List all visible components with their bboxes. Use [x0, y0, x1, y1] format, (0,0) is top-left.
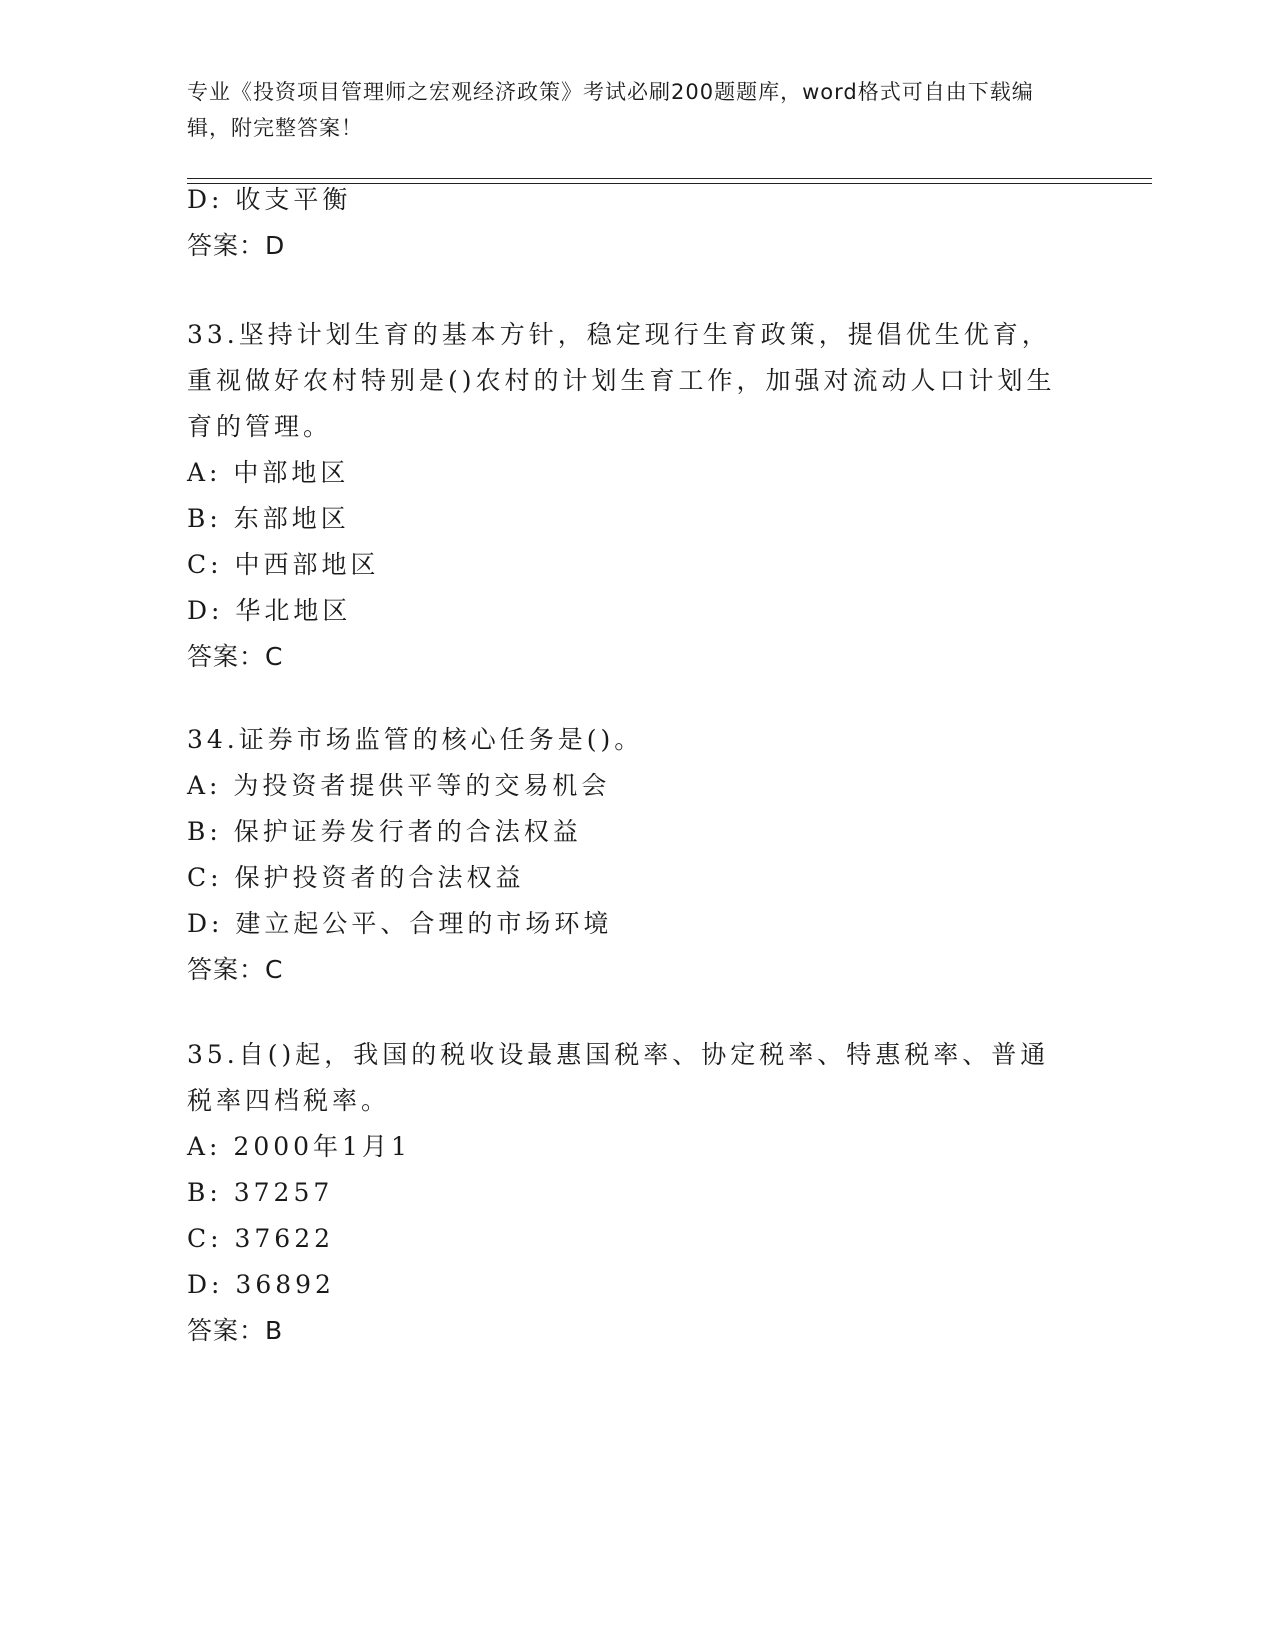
- option-c: C: 中西部地区: [187, 550, 380, 579]
- answer-line: 答案：B: [187, 1316, 284, 1345]
- option-d: D: 建立起公平、合理的市场环境: [187, 909, 613, 938]
- option-b: B: 东部地区: [187, 504, 350, 533]
- option-d: D: 华北地区: [187, 596, 352, 625]
- option-a: A: 2000年1月1: [187, 1132, 411, 1161]
- answer-line: 答案：C: [187, 955, 284, 984]
- option-d: D: 收支平衡: [187, 185, 352, 214]
- question-34: [187, 717, 1087, 993]
- option-a: A: 中部地区: [187, 458, 350, 487]
- answer-line: 答案：C: [187, 642, 284, 671]
- question-33: [187, 312, 1087, 680]
- question-text: 34.证券市场监管的核心任务是()。: [187, 725, 644, 754]
- document-header: 专业《投资项目管理师之宏观经济政策》考试必刷200题题库，word格式可自由下载编辑，附完整答案！: [187, 80, 1034, 140]
- option-b: B: 37257: [187, 1178, 334, 1207]
- answer-line: 答案：D: [187, 231, 286, 260]
- option-c: C: 保护投资者的合法权益: [187, 863, 525, 892]
- previous-question-tail: [187, 177, 1087, 269]
- question-text: 35.自()起，我国的税收设最惠国税率、协定税率、特惠税率、普通税率四档税率。: [187, 1040, 1050, 1115]
- option-b: B: 保护证券发行者的合法权益: [187, 817, 582, 846]
- option-a: A: 为投资者提供平等的交易机会: [187, 771, 611, 800]
- question-35: [187, 1032, 1087, 1354]
- question-text: 33.坚持计划生育的基本方针，稳定现行生育政策，提倡优生优育，重视做好农村特别是()农村的计划生育工作，加强对流动人口计划生育的管理。: [187, 320, 1056, 441]
- option-c: C: 37622: [187, 1224, 335, 1253]
- option-d: D: 36892: [187, 1270, 335, 1299]
